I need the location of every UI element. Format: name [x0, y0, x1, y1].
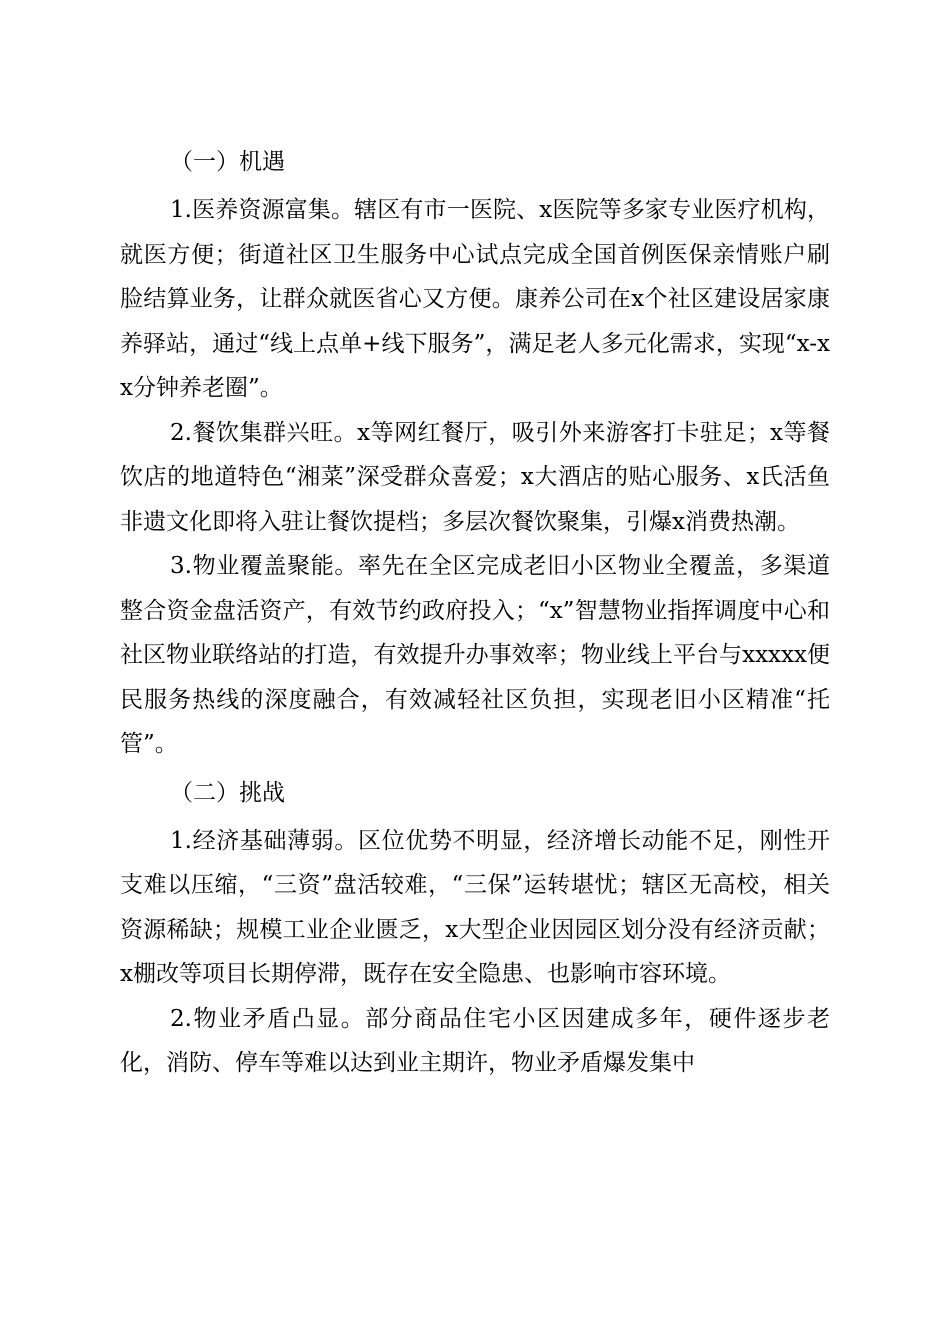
section-heading-opportunities: （一）机遇: [170, 149, 285, 175]
paragraph-property-conflicts: 2.物业矛盾凸显。部分商品住宅小区因建成多年，硬件逐步老化，消防、停车等难以达到业主期许，物业矛盾爆发集中: [120, 1005, 830, 1076]
document-body: [120, 138, 830, 1086]
section-heading-challenges: （二）挑战: [170, 779, 285, 806]
paragraph-catering-cluster: 2.餐饮集群兴旺。x等网红餐厅，吸引外来游客打卡驻足；x等餐饮店的地道特色“湘菜”深受群众喜爱；x大酒店的贴心服务、x氏活鱼非遗文化即将入驻让餐饮提档；多层次餐饮聚集，引爆x消费热潮。: [120, 419, 830, 535]
paragraph-medical-resources: 1.医养资源富集。辖区有市一医院、x医院等多家专业医疗机构，就医方便；街道社区卫生服务中心试点完成全国首例医保亲情账户刷脸结算业务，让群众就医省心又方便。康养公司在x个社区建设居家康养驿站，通过“线上点单+线下服务”，满足老人多元化需求，实现“x-xx分钟养老圈”。: [120, 197, 830, 401]
paragraph-property-coverage: 3.物业覆盖聚能。率先在全区完成老旧小区物业全覆盖，多渠道整合资金盘活资产，有效节约政府投入；“x”智慧物业指挥调度中心和社区物业联络站的打造，有效提升办事效率；物业线上平台与xxxxx便民服务热线的深度融合，有效减轻社区负担，实现老旧小区精准“托管”。: [120, 553, 830, 757]
paragraph-weak-economy: 1.经济基础薄弱。区位优势不明显，经济增长动能不足，刚性开支难以压缩，“三资”盘活较难，“三保”运转堪忧；辖区无高校，相关资源稀缺；规模工业企业匮乏，x大型企业因园区划分没有经济贡献；x棚改等项目长期停滞，既存在安全隐患、也影响市容环境。: [120, 827, 830, 987]
